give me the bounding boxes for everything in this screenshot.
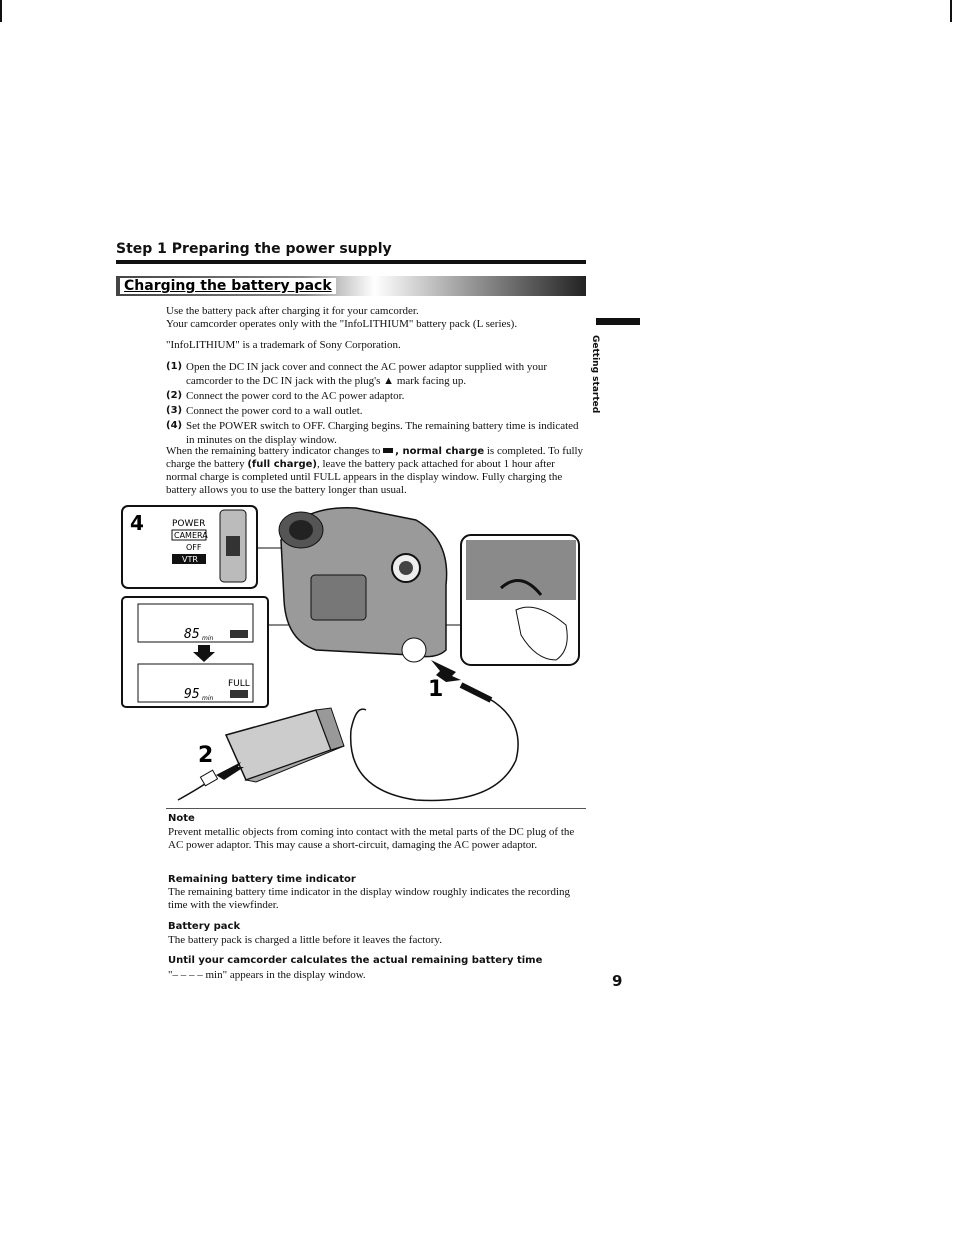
power-switch-knob — [226, 536, 240, 556]
battery-indicator-icon — [230, 690, 248, 698]
charge-note-text: , leave the battery pack attached for about 1 hour after normal charge is completed until FULL appears in the display window. Fully charging the battery allows you to use the battery longer than usual. — [166, 458, 563, 496]
step-number: (3) — [166, 405, 183, 416]
vtr-label: VTR — [182, 555, 198, 564]
camcorder-illustration — [279, 508, 447, 662]
dc-plug — [461, 685, 491, 700]
section-tab-marker — [596, 318, 640, 325]
step-number: (4) — [166, 420, 183, 431]
remaining-body: The remaining battery time indicator in the display window roughly indicates the recording time with the viewfinder. — [168, 886, 570, 911]
note-body: Prevent metallic objects from coming into contact with the metal parts of the DC plug of the AC power adaptor. This may cause a short-circuit, damaging the AC power adaptor. — [168, 826, 575, 851]
charge-note-text: When the remaining battery indicator changes to — [166, 445, 384, 457]
charge-note: When the remaining battery indicator changes to , normal charge is completed. To fully charge the battery (full charge), leave the battery pack attached for about 1 hour after normal charge is completed until FULL appears in the display window. Fully charging the battery allows you to use the battery longer than usual. — [166, 445, 584, 496]
until-body: "– – – – min" appears in the display window. — [168, 969, 366, 981]
dc-cable — [351, 698, 518, 801]
intro-line: Your camcorder operates only with the "InfoLITHIUM" battery pack (L series). — [166, 318, 518, 330]
scan-edge-mark — [0, 0, 2, 22]
section-title: Charging the battery pack — [120, 278, 336, 294]
battery-pack-body: The battery pack is charged a little before it leaves the factory. — [168, 934, 442, 946]
full-label: FULL — [228, 679, 250, 689]
step4-label: 4 — [130, 511, 144, 535]
power-label: POWER — [172, 519, 206, 529]
intro-line: Use the battery pack after charging it for your camcorder. — [166, 305, 419, 317]
step-item — [166, 404, 586, 418]
power-cord-plug — [200, 770, 217, 786]
step-text: Connect the power cord to the AC power adaptor. — [186, 390, 405, 402]
step-title: Step 1 Preparing the power supply — [116, 241, 392, 257]
step-text: Connect the power cord to a wall outlet. — [186, 405, 363, 417]
note-divider — [166, 808, 586, 809]
remaining-heading: Remaining battery time indicator — [168, 874, 356, 885]
off-label: OFF — [186, 543, 202, 552]
dc-in-detail-body — [466, 540, 576, 600]
charge-note-text: is completed. To fully charge the battery — [166, 445, 584, 470]
battery-pack-heading: Battery pack — [168, 921, 241, 932]
battery-indicator-icon — [230, 630, 248, 638]
note-heading: Note — [168, 813, 195, 824]
display-value-before: 85 — [184, 627, 200, 642]
page-number: 9 — [612, 972, 623, 990]
step-item — [166, 389, 586, 403]
min-unit: min — [202, 635, 214, 642]
step-list — [166, 360, 586, 448]
step-text: Open the DC IN jack cover and connect the AC power adaptor supplied with your camcorder to the DC IN jack with the plug's ▲ mark facing up. — [186, 361, 548, 387]
charge-note-bold: normal charge — [402, 446, 485, 457]
until-heading: Until your camcorder calculates the actual remaining battery time — [168, 955, 543, 966]
ac-adaptor-illustration — [226, 708, 344, 782]
scan-edge-mark — [950, 0, 952, 22]
charging-illustration — [116, 500, 586, 805]
step-number: (1) — [166, 361, 183, 372]
title-rule — [116, 260, 586, 264]
charge-note-bold: (full charge) — [247, 459, 317, 470]
min-unit: min — [202, 695, 214, 702]
step2-label: 2 — [198, 743, 214, 768]
display-value-after: 95 — [184, 687, 200, 702]
camera-label: CAMERA — [174, 531, 208, 540]
step-text: Set the POWER switch to OFF. Charging begins. The remaining battery time is indicated in minutes on the display window. — [186, 420, 579, 446]
step1-label: 1 — [428, 677, 444, 702]
battery-full-icon — [383, 448, 393, 453]
side-label: Getting started — [590, 335, 600, 414]
step-item — [166, 360, 586, 388]
step-number: (2) — [166, 390, 183, 401]
trademark-line: "InfoLITHIUM" is a trademark of Sony Corporation. — [166, 339, 401, 351]
step-item — [166, 419, 586, 447]
power-cord — [178, 782, 208, 800]
